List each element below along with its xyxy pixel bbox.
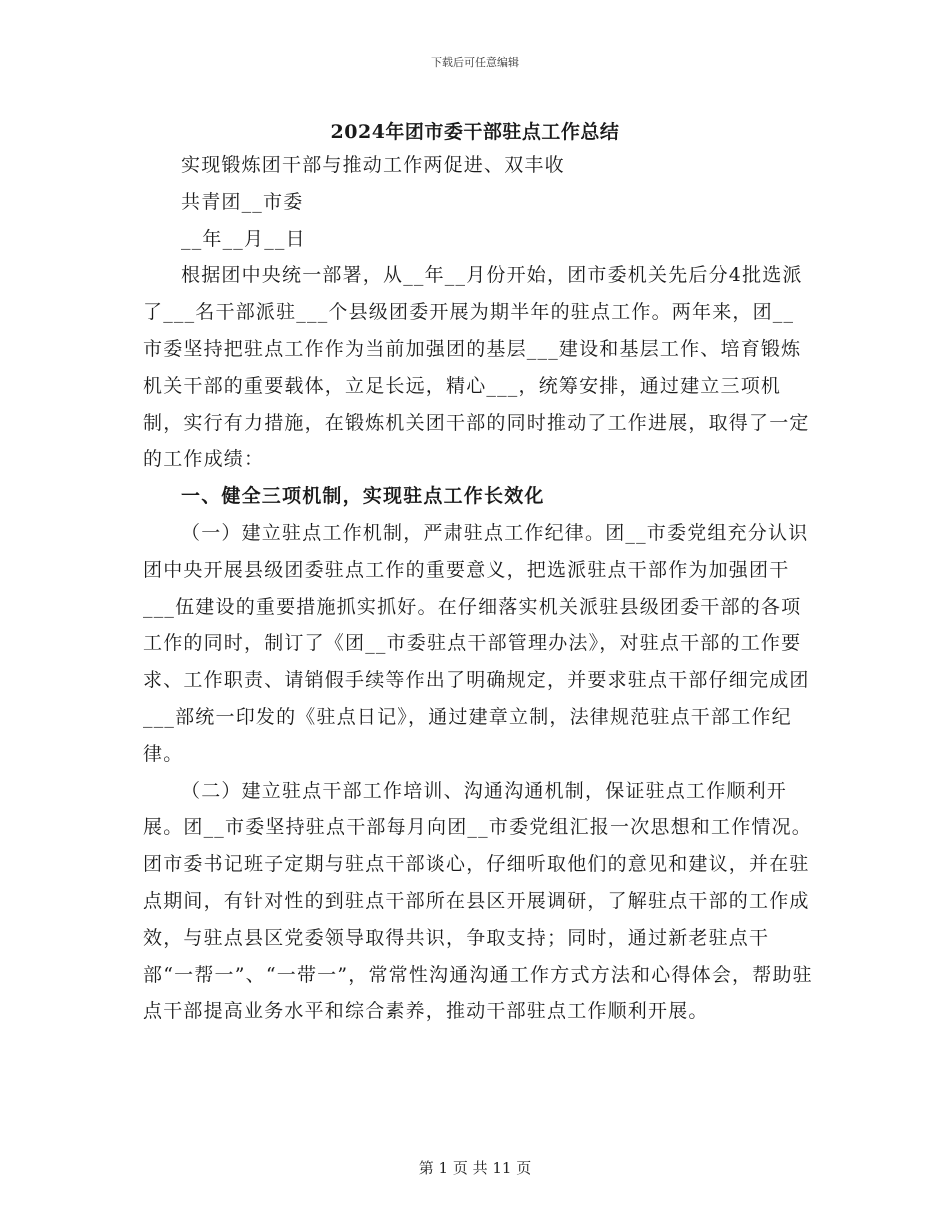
subtitle-paragraph: 实现锻炼团干部与推动工作两促进、双丰收: [181, 154, 565, 176]
page-number: 第 1 页 共 11 页: [418, 1159, 532, 1177]
section-heading: 一、健全三项机制，实现驻点工作长效化: [181, 485, 545, 508]
date-paragraph: __年__月__日: [181, 227, 306, 250]
header-note: 下载后可任意编辑: [431, 56, 519, 69]
issuer-paragraph: 共青团__市委: [181, 190, 304, 213]
body-paragraph: （一）建立驻点工作机制，严肃驻点工作纪律。团__市委党组充分认识团中央开展县级团委驻点工作的重要意义，把选派驻点干部作为加强团干___伍建设的重要措施抓实抓好。在仔细落实机关派驻县级团委干部的各项工作的同时，制订了《团__市委驻点干部管理办法》，对驻点干部的工作要求、工作职责、请销假手续等作出了明确规定，并要求驻点干部仔细完成团___部统一印发的《驻点日记》，通过建章立制，法律规范驻点干部工作纪律。: [143, 521, 810, 765]
body-paragraph: （二）建立驻点干部工作培训、沟通沟通机制，保证驻点工作顺利开展。团__市委坚持驻点干部每月向团__市委党组汇报一次思想和工作情况。团市委书记班子定期与驻点干部谈心，仔细听取他们的意见和建议，并在驻点期间，有针对性的到驻点干部所在县区开展调研，了解驻点干部的工作成效，与驻点县区党委领导取得共识，争取支持；同时，通过新老驻点干部“一帮一”、“一带一”，常常性沟通沟通工作方式方法和心得体会，帮助驻点干部提高业务水平和综合素养，推动干部驻点工作顺利开展。: [143, 779, 813, 1023]
document-title: 2024年团市委干部驻点工作总结: [330, 121, 620, 143]
intro-paragraph: 根据团中央统一部署，从__年__月份开始，团市委机关先后分4批选派了___名干部派驻___个县级团委开展为期半年的驻点工作。两年来，团__市委坚持把驻点工作作为当前加强团的基层___建设和基层工作、培育锻炼机关干部的重要载体，立足长远，精心___，统筹安排，通过建立三项机制，实行有力措施，在锻炼机关团干部的同时推动了工作进展，取得了一定的工作成绩：: [143, 264, 810, 471]
document-body: [143, 147, 813, 1030]
